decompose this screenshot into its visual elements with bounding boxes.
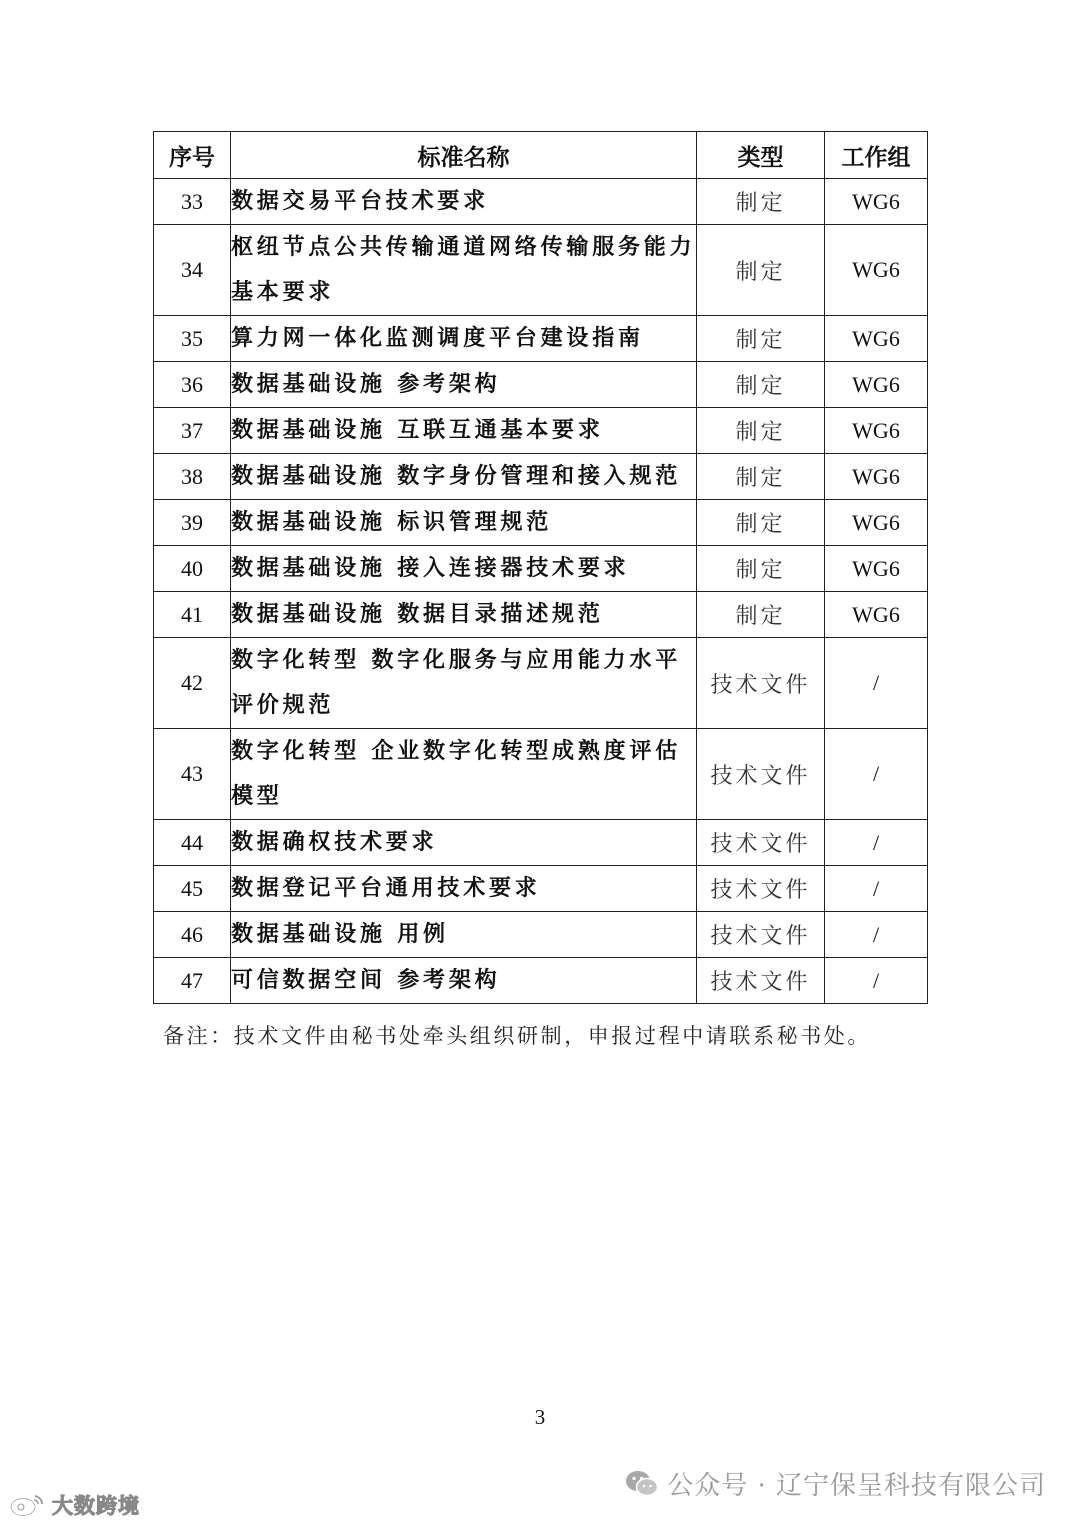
- row-group: WG6: [825, 316, 928, 362]
- row-type: 制定: [697, 225, 825, 316]
- table-row: [154, 500, 928, 546]
- row-type: 制定: [697, 546, 825, 592]
- row-num: 33: [154, 179, 231, 225]
- standards-table: [153, 131, 928, 1004]
- row-num: 36: [154, 362, 231, 408]
- table-row: [154, 638, 928, 729]
- row-name: 可信数据空间 参考架构: [231, 958, 697, 1004]
- row-num: 40: [154, 546, 231, 592]
- table-row: [154, 820, 928, 866]
- wechat-watermark: [625, 1465, 1046, 1502]
- row-num: 47: [154, 958, 231, 1004]
- table-row: [154, 546, 928, 592]
- row-name: 枢纽节点公共传输通道网络传输服务能力基本要求: [231, 225, 697, 316]
- header-group: 工作组: [825, 132, 928, 179]
- row-type: 制定: [697, 179, 825, 225]
- table-row: [154, 866, 928, 912]
- row-group: WG6: [825, 592, 928, 638]
- row-num: 45: [154, 866, 231, 912]
- row-group: /: [825, 820, 928, 866]
- table-row: [154, 912, 928, 958]
- row-group: /: [825, 729, 928, 820]
- row-name: 算力网一体化监测调度平台建设指南: [231, 316, 697, 362]
- header-num: 序号: [154, 132, 231, 179]
- row-group: WG6: [825, 362, 928, 408]
- row-num: 41: [154, 592, 231, 638]
- table-row: [154, 408, 928, 454]
- row-type: 制定: [697, 408, 825, 454]
- page-number: 3: [534, 1405, 546, 1429]
- row-num: 38: [154, 454, 231, 500]
- row-group: WG6: [825, 454, 928, 500]
- row-type: 制定: [697, 500, 825, 546]
- table-row: [154, 179, 928, 225]
- row-type: 制定: [697, 316, 825, 362]
- header-name: 标准名称: [231, 132, 697, 179]
- table-row: [154, 454, 928, 500]
- row-name: 数字化转型 数字化服务与应用能力水平评价规范: [231, 638, 697, 729]
- row-name: 数据基础设施 数字身份管理和接入规范: [231, 454, 697, 500]
- wechat-watermark-text: 公众号 · 辽宁保呈科技有限公司: [667, 1471, 1046, 1501]
- row-group: /: [825, 638, 928, 729]
- table-row: [154, 592, 928, 638]
- row-name: 数字化转型 企业数字化转型成熟度评估模型: [231, 729, 697, 820]
- row-group: WG6: [825, 225, 928, 316]
- row-name: 数据基础设施 用例: [231, 912, 697, 958]
- row-name: 数据确权技术要求: [231, 820, 697, 866]
- weibo-icon: [8, 1492, 48, 1518]
- wechat-icon: [625, 1469, 659, 1499]
- row-type: 技术文件: [697, 729, 825, 820]
- row-type: 技术文件: [697, 912, 825, 958]
- row-group: WG6: [825, 408, 928, 454]
- row-name: 数据交易平台技术要求: [231, 179, 697, 225]
- row-num: 44: [154, 820, 231, 866]
- row-group: /: [825, 866, 928, 912]
- table-row: [154, 729, 928, 820]
- row-name: 数据基础设施 参考架构: [231, 362, 697, 408]
- row-group: /: [825, 958, 928, 1004]
- row-name: 数据登记平台通用技术要求: [231, 866, 697, 912]
- row-type: 技术文件: [697, 638, 825, 729]
- header-type: 类型: [697, 132, 825, 179]
- footnote: 备注：技术文件由秘书处牵头组织研制，申报过程中请联系秘书处。: [163, 1024, 871, 1048]
- row-num: 37: [154, 408, 231, 454]
- row-type: 制定: [697, 454, 825, 500]
- row-type: 技术文件: [697, 820, 825, 866]
- row-name: 数据基础设施 互联互通基本要求: [231, 408, 697, 454]
- row-num: 43: [154, 729, 231, 820]
- row-type: 技术文件: [697, 866, 825, 912]
- row-group: WG6: [825, 179, 928, 225]
- row-group: WG6: [825, 546, 928, 592]
- row-type: 制定: [697, 362, 825, 408]
- weibo-watermark-text: 大数跨境: [52, 1494, 140, 1518]
- row-name: 数据基础设施 数据目录描述规范: [231, 592, 697, 638]
- row-type: 技术文件: [697, 958, 825, 1004]
- row-num: 42: [154, 638, 231, 729]
- table-row: [154, 316, 928, 362]
- row-num: 34: [154, 225, 231, 316]
- row-name: 数据基础设施 接入连接器技术要求: [231, 546, 697, 592]
- table-header-row: [154, 132, 928, 179]
- row-num: 39: [154, 500, 231, 546]
- row-num: 46: [154, 912, 231, 958]
- weibo-watermark: [8, 1490, 140, 1520]
- row-group: WG6: [825, 500, 928, 546]
- row-num: 35: [154, 316, 231, 362]
- table-row: [154, 958, 928, 1004]
- row-type: 制定: [697, 592, 825, 638]
- table-row: [154, 225, 928, 316]
- row-group: /: [825, 912, 928, 958]
- row-name: 数据基础设施 标识管理规范: [231, 500, 697, 546]
- table-row: [154, 362, 928, 408]
